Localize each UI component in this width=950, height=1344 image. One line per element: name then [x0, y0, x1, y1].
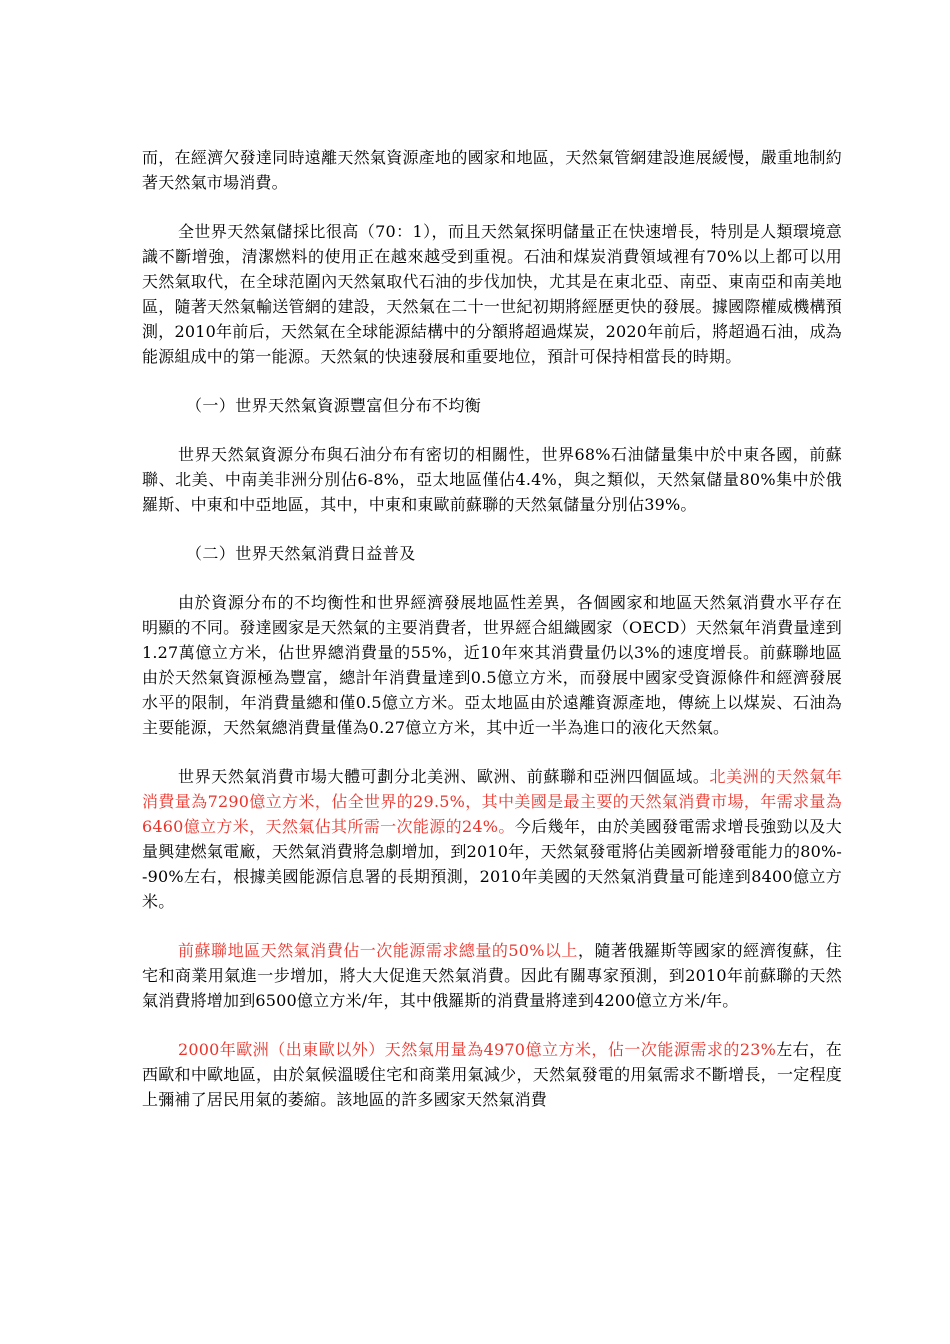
highlight-former-soviet: 前蘇聯地區天然氣消費佔一次能源需求總量的50%以上 — [178, 941, 578, 960]
paragraph-resource-distribution: 世界天然氣資源分布與石油分布有密切的相關性，世界68%石油儲量集中於中東各國，前蘇聯、北美、中南美非洲分別佔6-8%，亞太地區僅佔4.4%，與之類似，天然氣儲量80%集中於俄羅斯、中東和中亞地區，其中，中東和東歐前蘇聯的天然氣儲量分別佔39%。 — [142, 445, 842, 514]
section-heading-resources: （一）世界天然氣資源豐富但分布不均衡 — [186, 396, 482, 415]
paragraph-consumption-levels: 由於資源分布的不均衡性和世界經濟發展地區性差異，各個國家和地區天然氣消費水平存在明顯的不同。發達國家是天然氣的主要消費者，世界經合組織國家（OECD）天然氣年消費量達到1.27萬億立方米，佔世界總消費量的55%，近10年來其消費量仍以3%的速度增長。前蘇聯地區由於天然氣資源極為豐富，總計年消費量達到0.5億立方米，而發展中國家受資源條件和經濟發展水平的限制，年消費量總和僅0.5億立方米。亞太地區由於遠離資源產地，傳統上以煤炭、石油為主要能源，天然氣總消費量僅為0.27億立方米，其中近一半為進口的液化天然氣。 — [142, 593, 842, 737]
highlight-north-america: 北美洲的天然氣年消費量為7290億立方米，佔全世界的29.5%，其中美國是最主要的天然氣消費市場，年需求量為6460億立方米，天然氣佔其所需一次能源的24%。 — [142, 767, 843, 836]
paragraph-market-regions — [142, 764, 842, 914]
text-regions-intro: 世界天然氣消費市場大體可劃分北美洲、歐洲、前蘇聯和亞洲四個區域。 — [178, 767, 710, 786]
paragraph-former-soviet — [142, 938, 842, 1013]
text-europe-details: 左右，在西歐和中歐地區，由於氣候溫暖住宅和商業用氣減少，天然氣發電的用氣需求不斷增長，一定程度上彌補了居民用氣的萎縮。該地區的許多國家天然氣消費 — [142, 1040, 842, 1109]
paragraph-reserves-ratio: 全世界天然氣儲採比很高（70：1），而且天然氣探明儲量正在快速增長，特別是人類環境意識不斷增強，清潔燃料的使用正在越來越受到重視。石油和煤炭消費領域裡有70%以上都可以用天然氣取代，在全球范圍內天然氣取代石油的步伐加快，尤其是在東北亞、南亞、東南亞和南美地區，隨著天然氣輸送管網的建設，天然氣在二十一世紀初期將經歷更快的發展。據國際權威機構預測，2010年前后，天然氣在全球能源結構中的分額將超過煤炭，2020年前后，將超過石油，成為能源組成中的第一能源。天然氣的快速發展和重要地位，預計可保持相當長的時期。 — [142, 222, 842, 366]
text-soviet-forecast: ，隨著俄羅斯等國家的經濟復蘇，住宅和商業用氣進一步增加，將大大促進天然氣消費。因此有關專家預測，到2010年前蘇聯的天然氣消費將增加到6500億立方米/年，其中俄羅斯的消費量將達到4200億立方米/年。 — [142, 941, 842, 1010]
paragraph-continuation: 而，在經濟欠發達同時遠離天然氣資源產地的國家和地區，天然氣管網建設進展緩慢，嚴重地制約著天然氣市場消費。 — [142, 148, 842, 192]
paragraph-europe — [142, 1037, 842, 1112]
section-heading-consumption: （二）世界天然氣消費日益普及 — [186, 544, 416, 563]
text-us-forecast: 今后幾年，由於美國發電需求增長強勁以及大量興建燃氣電廠，天然氣消費將急劇增加，到2010年，天然氣發電將佔美國新增發電能力的80%--90%左右，根據美國能源信息署的長期預測，2010年美國的天然氣消費量可能達到8400億立方米。 — [142, 817, 842, 911]
document-page — [142, 145, 842, 1136]
highlight-europe: 2000年歐洲（出東歐以外）天然氣用量為4970億立方米，佔一次能源需求的23% — [178, 1040, 777, 1059]
